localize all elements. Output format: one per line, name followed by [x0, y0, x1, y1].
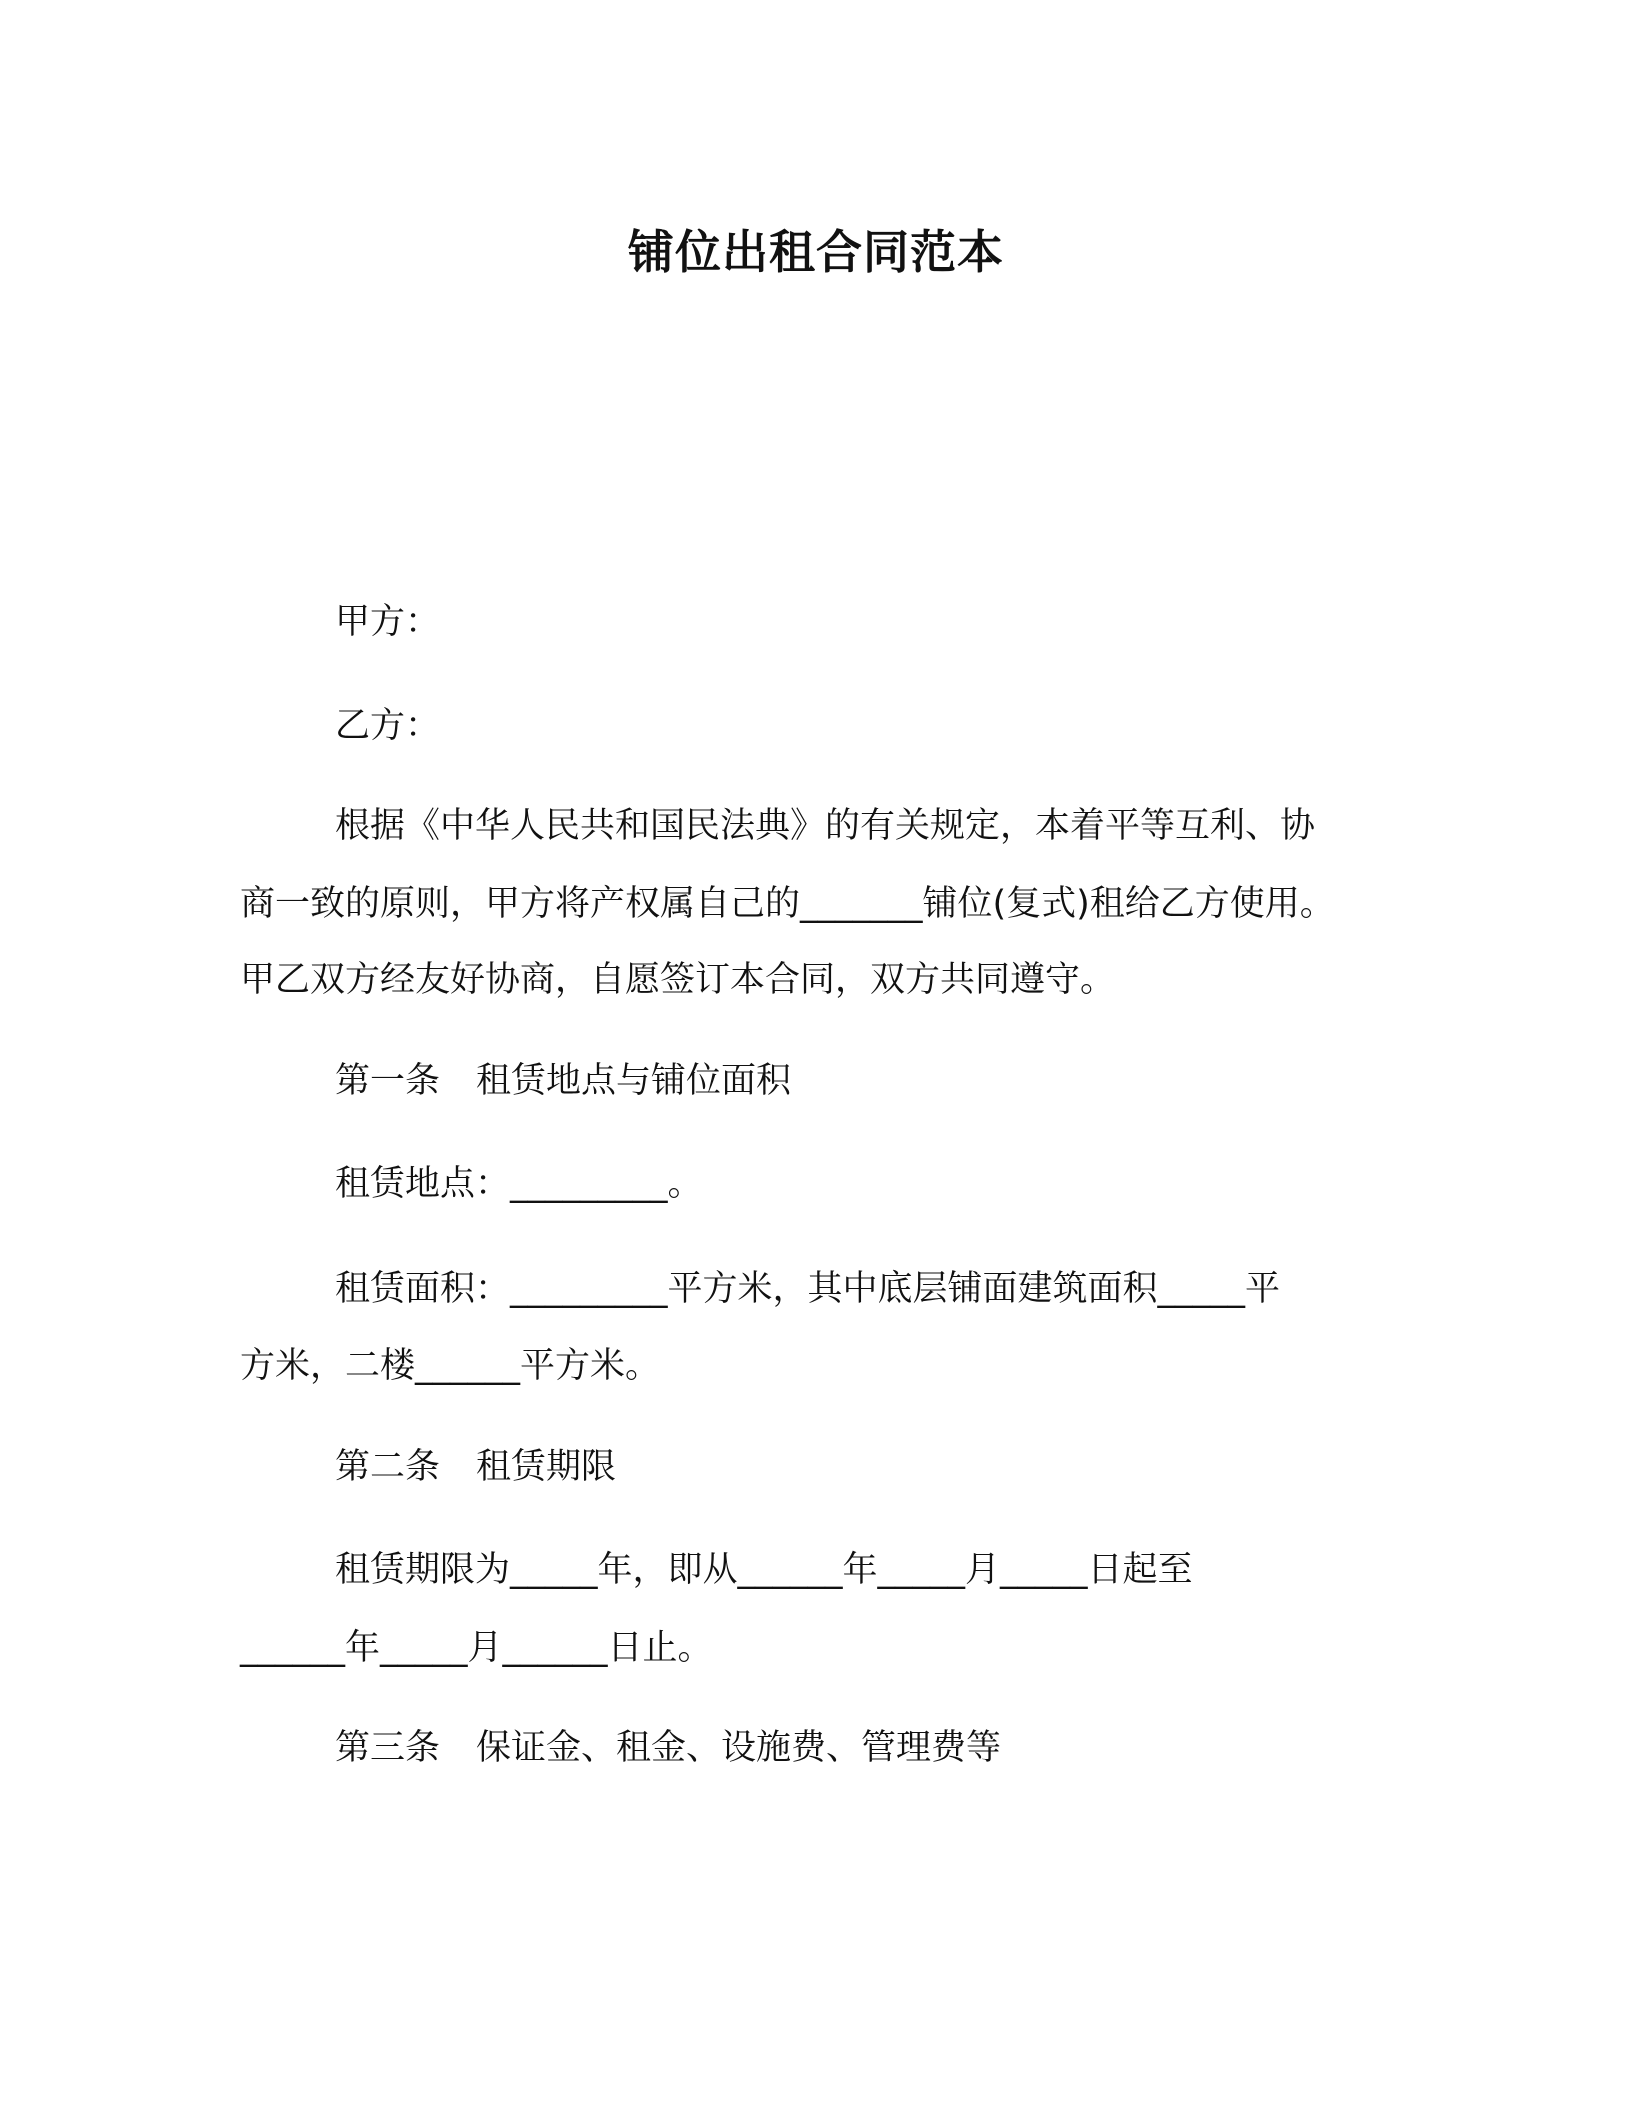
lease-location: 租赁地点：_________。 [335, 1164, 703, 1204]
lease-term-line-2: ______年_____月______日止。 [240, 1628, 713, 1668]
article-2-heading [335, 1443, 616, 1491]
preamble-line-2: 商一致的原则，甲方将产权属自己的_______铺位(复式)租给乙方使用。 [240, 884, 1335, 924]
document-title: 铺位出租合同范本 [628, 225, 1004, 279]
article-1-heading [335, 1057, 791, 1105]
article-2-number: 第二条 [335, 1447, 441, 1487]
preamble-line-1: 根据《中华人民共和国民法典》的有关规定，本着平等互利、协 [335, 806, 1316, 846]
article-3-title: 保证金、租金、设施费、管理费等 [476, 1728, 1002, 1768]
article-3-number: 第三条 [335, 1728, 441, 1768]
article-1-number: 第一条 [335, 1061, 441, 1101]
party-b-label: 乙方： [335, 706, 441, 746]
article-3-heading [335, 1724, 1001, 1772]
article-1-title: 租赁地点与铺位面积 [476, 1061, 792, 1101]
lease-area-line-1: 租赁面积：_________平方米，其中底层铺面建筑面积_____平 [335, 1269, 1281, 1309]
lease-term-line-1: 租赁期限为_____年，即从______年_____月_____日起至 [335, 1550, 1193, 1590]
party-a-label: 甲方： [335, 602, 441, 642]
preamble-line-3: 甲乙双方经友好协商，自愿签订本合同，双方共同遵守。 [240, 960, 1116, 1000]
lease-area-line-2: 方米，二楼______平方米。 [240, 1346, 661, 1386]
article-2-title: 租赁期限 [476, 1447, 617, 1487]
